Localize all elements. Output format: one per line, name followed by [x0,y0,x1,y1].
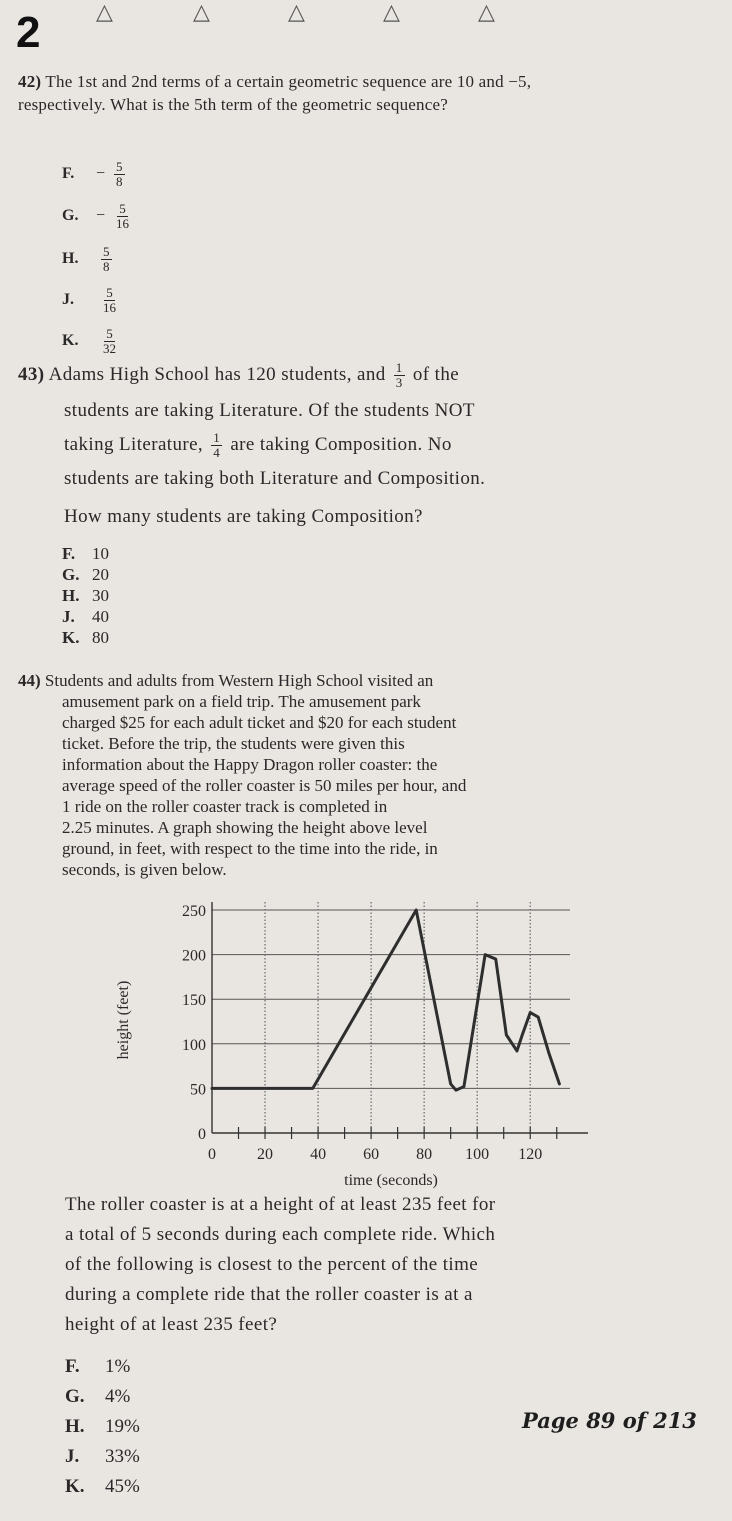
question-text: seconds, is given below. [62,860,227,879]
chart-ticks [182,903,557,1163]
answer-option-h[interactable] [62,245,115,274]
chart-series [212,910,559,1090]
question-text: How many students are taking Composition? [64,506,423,528]
question-43-line [18,360,618,390]
triangle-icon: △ [96,0,113,25]
question-text: Adams High School has 120 students, and [48,364,386,385]
page-number: 2 [16,8,41,57]
option-fraction: $\frac{5}{32}$ [103,326,116,356]
y-axis-label: height (feet) [115,980,132,1060]
question-text: students are taking both Literature and Composition. [64,468,486,490]
question-text: a total of 5 seconds during each complete ride. Which [65,1224,496,1245]
question-42 [18,70,548,116]
fraction-one-fourth: $\frac{1}{4}$ [213,430,221,461]
question-number: 44) [18,671,41,690]
question-number: 43) [18,364,45,385]
question-43-line [64,430,618,460]
answer-option-j[interactable]: J. 40 [62,607,109,626]
question-text: 2.25 minutes. A graph showing the height above level [62,818,428,837]
question-text: The 1st and 2nd terms of a certain geometric sequence are 10 and −5, respectively. What is the 5th term of the geometric sequence? [18,72,532,114]
question-text: ticket. Before the trip, the students were given this [62,734,405,753]
question-text: height of at least 235 feet? [65,1314,278,1335]
x-tick-label: 40 [310,1146,327,1163]
question-text: average speed of the roller coaster is 50 miles per hour, and [62,776,467,795]
height-series-line [212,910,559,1090]
question-43 [18,360,618,532]
page-footer: Page 89 of 213 [522,1408,697,1433]
y-tick-label: 250 [182,903,206,920]
x-tick-label: 20 [257,1146,274,1163]
x-axis-label: time (seconds) [344,1172,438,1189]
answer-option-g[interactable]: G. 20 [62,565,109,584]
question-number: 42) [18,72,42,91]
option-fraction: $\frac{5}{16}$ [116,201,130,231]
option-fraction: $\frac{5}{16}$ [103,285,116,315]
option-letter: H. [62,250,79,268]
option-fraction: $\frac{5}{8}$ [103,244,110,274]
answer-option-j[interactable]: J. 33% [65,1446,140,1467]
y-tick-label: 100 [182,1036,206,1054]
question-text: information about the Happy Dragon roller coaster: the [62,755,438,774]
option-letter: G. [62,207,79,225]
answer-option-k[interactable] [62,327,121,356]
answer-option-f[interactable]: F. 1% [65,1356,131,1377]
question-44 [18,670,638,880]
triangle-icon: △ [193,0,210,25]
y-tick-label: 150 [182,992,206,1010]
x-tick-label: 120 [518,1146,543,1163]
question-44-prompt [65,1190,705,1340]
option-sign: − [96,165,106,183]
answer-option-h[interactable]: H. 19% [65,1416,140,1437]
question-text: students are taking Literature. Of the students NOT [64,400,475,422]
y-tick-label: 0 [198,1126,206,1143]
answer-option-k[interactable]: K. 80 [62,628,109,647]
chart-grid [212,902,570,1133]
question-text: of the following is closest to the percent of the time [65,1254,479,1275]
question-text: during a complete ride that the roller coaster is at a [65,1284,473,1305]
triangle-icon: △ [288,0,305,25]
option-sign: − [96,207,106,225]
x-tick-label: 0 [208,1146,216,1163]
answer-option-f[interactable]: F. 10 [62,544,109,563]
question-text: The roller coaster is at a height of at least 235 feet for [65,1194,496,1215]
answer-options-43 [62,543,109,648]
answer-option-k[interactable]: K. 45% [65,1476,140,1497]
option-letter: F. [62,165,75,183]
answer-options-44 [65,1352,140,1502]
triangle-icon: △ [383,0,400,25]
question-text: of the [412,364,460,385]
answer-option-g[interactable] [62,202,134,231]
answer-option-g[interactable]: G. 4% [65,1386,131,1407]
x-tick-label: 100 [465,1146,490,1163]
option-letter: J. [62,291,74,309]
x-tick-label: 80 [416,1146,433,1163]
x-tick-label: 60 [363,1146,380,1163]
answer-option-h[interactable]: H. 30 [62,586,109,605]
question-text: Students and adults from Western High School visited an [44,671,434,690]
question-text: ground, in feet, with respect to the time into the ride, in [62,839,438,858]
question-text: are taking Composition. No [230,434,452,456]
fraction-one-third: $\frac{1}{3}$ [395,360,403,391]
y-tick-label: 50 [190,1081,206,1099]
question-text: amusement park on a field trip. The amusement park [62,692,421,711]
option-letter: K. [62,332,79,350]
option-fraction: $\frac{5}{8}$ [116,159,123,189]
question-text: 1 ride on the roller coaster track is completed in [62,797,388,816]
triangle-icon: △ [478,0,495,25]
answer-option-f[interactable] [62,160,128,189]
question-text: charged $25 for each adult ticket and $20 for each student [62,713,457,732]
question-text: taking Literature, [64,434,204,456]
height-time-chart [100,890,600,1190]
y-tick-label: 200 [182,947,206,965]
answer-option-j[interactable] [62,286,121,315]
